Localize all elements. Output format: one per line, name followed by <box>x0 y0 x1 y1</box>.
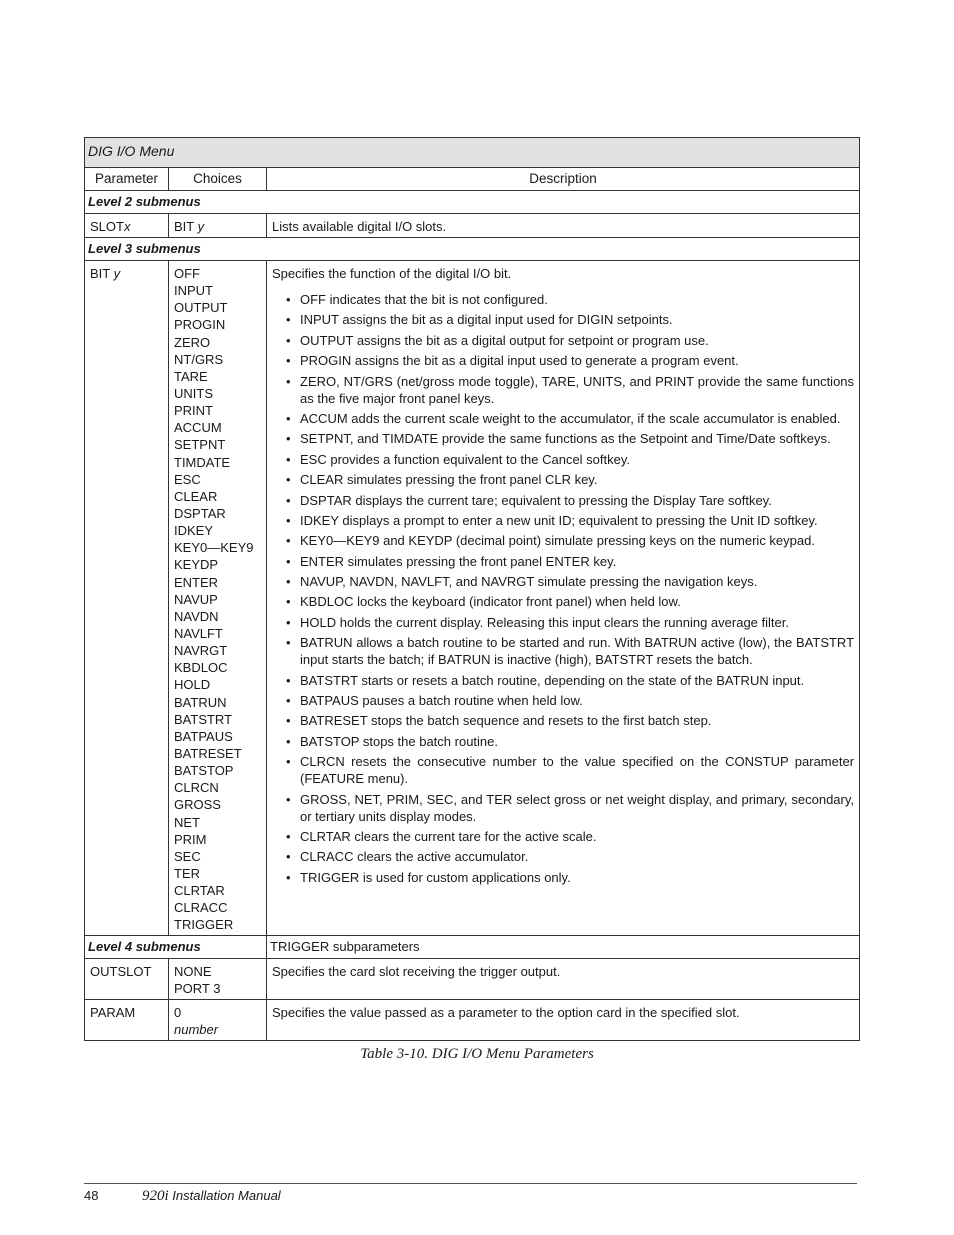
bit-choice-item: SETPNT <box>174 437 226 453</box>
bit-choice-item: CLRCN <box>174 780 219 796</box>
header-description: Description <box>267 168 860 191</box>
outslot-choice: NONE <box>174 964 212 980</box>
bit-function-item: • KEY0—KEY9 and KEYDP (decimal point) simulate pressing keys on the numeric keypad. <box>272 532 854 549</box>
bit-choice-item: TARE <box>174 368 208 384</box>
bit-param-text: BIT <box>90 266 114 281</box>
bit-choice-item: OUTPUT <box>174 300 228 316</box>
bit-description <box>267 261 860 936</box>
bit-function-item: • HOLD holds the current display. Releasing this input clears the running average filter. <box>272 614 854 631</box>
bit-choice-item: BATSTRT <box>174 711 233 727</box>
slot-choice-text: BIT <box>174 219 198 234</box>
bit-choice-item: ESC <box>174 471 201 487</box>
bit-function-item: • BATRESET stops the batch sequence and resets to the first batch step. <box>272 712 854 729</box>
bit-choice-item: ZERO <box>174 334 211 350</box>
bit-choice-item: BATSTOP <box>174 763 234 779</box>
bit-choice-item: ACCUM <box>174 420 222 436</box>
bit-function-item: • TRIGGER is used for custom applications only. <box>272 869 854 886</box>
bit-choice-item: TER <box>174 865 200 881</box>
outslot-row <box>85 959 860 1000</box>
page-number: 48 <box>84 1188 99 1203</box>
bit-choices <box>169 261 267 936</box>
page-footer <box>84 1188 281 1205</box>
bit-choice-item: BATRUN <box>174 694 227 710</box>
bit-choice-item: OFF <box>174 266 200 281</box>
level2-row <box>85 191 860 214</box>
bit-choice-item: TIMDATE <box>174 454 231 470</box>
level3-label: Level 3 submenus <box>85 238 860 261</box>
bit-choice-item: BATRESET <box>174 745 242 761</box>
bit-function-item: • GROSS, NET, PRIM, SEC, and TER select gross or net weight display, and primary, secondary, or tertiary units display modes. <box>272 791 854 825</box>
bit-function-item: • IDKEY displays a prompt to enter a new unit ID; equivalent to pressing the Unit ID softkey. <box>272 512 854 529</box>
bit-description-intro: Specifies the function of the digital I/O bit. <box>272 266 512 281</box>
slot-choice-var: y <box>197 219 205 234</box>
bit-function-item: • OUTPUT assigns the bit as a digital output for setpoint or program use. <box>272 332 854 349</box>
level4-label: Level 4 submenus <box>85 936 267 959</box>
bit-function-item: • ACCUM adds the current scale weight to the accumulator, if the scale accumulator is enabled. <box>272 410 854 427</box>
bit-function-item: • CLRCN resets the consecutive number to the value specified on the CONSTUP parameter (FEATURE menu). <box>272 753 854 787</box>
bit-choice-item: CLRACC <box>174 900 228 916</box>
bit-choice-item: INPUT <box>174 283 213 299</box>
slot-row <box>85 214 860 238</box>
bit-choice-item: KBDLOC <box>174 660 228 676</box>
bit-function-item: • ENTER simulates pressing the front panel ENTER key. <box>272 553 854 570</box>
bit-choice-item: NAVUP <box>174 591 218 607</box>
dig-io-menu-table <box>84 137 860 1041</box>
level4-row <box>85 936 860 959</box>
bit-function-item: • CLRTAR clears the current tare for the active scale. <box>272 828 854 845</box>
level4-description: TRIGGER subparameters <box>267 936 860 959</box>
bit-choice-item: PRIM <box>174 831 207 847</box>
bit-function-item: • ESC provides a function equivalent to the Cancel softkey. <box>272 451 854 468</box>
bit-choice-item: NET <box>174 814 200 830</box>
header-parameter: Parameter <box>85 168 169 191</box>
param-row <box>85 1000 860 1041</box>
bit-function-item: • BATSTOP stops the batch routine. <box>272 733 854 750</box>
menu-title-row <box>85 138 860 168</box>
bit-choice-item: IDKEY <box>174 523 214 539</box>
bit-parameter <box>85 261 169 936</box>
bit-choice-item: NAVLFT <box>174 625 223 641</box>
bit-param-var: y <box>113 266 121 281</box>
param-choice: number <box>174 1022 219 1038</box>
bit-choice-item: ENTER <box>174 574 219 590</box>
bit-choice-item: DSPTAR <box>174 505 226 521</box>
bit-choice-item: PROGIN <box>174 317 226 333</box>
bit-function-item: • SETPNT, and TIMDATE provide the same functions as the Setpoint and Time/Date softkeys. <box>272 430 854 447</box>
bit-choice-list <box>174 265 261 933</box>
bit-choice-item: NAVRGT <box>174 643 228 659</box>
bit-function-list <box>272 291 854 886</box>
bit-function-item: • BATPAUS pauses a batch routine when held low. <box>272 692 854 709</box>
bit-choice-item: CLRTAR <box>174 883 225 899</box>
menu-title: DIG I/O Menu <box>85 138 860 168</box>
bit-function-item: • BATSTRT starts or resets a batch routine, depending on the state of the BATRUN input. <box>272 672 854 689</box>
param-choice: 0 <box>174 1005 182 1021</box>
bit-row <box>85 261 860 936</box>
bit-function-item: • BATRUN allows a batch routine to be started and run. With BATRUN active (low), the BATSTRT input starts the batch; if BATRUN is inactive (high), BATSTRT resets the batch. <box>272 634 854 668</box>
bit-choice-item: TRIGGER <box>174 917 234 933</box>
bit-function-item: • INPUT assigns the bit as a digital input used for DIGIN setpoints. <box>272 311 854 328</box>
bit-choice-item: SEC <box>174 848 201 864</box>
param-parameter: PARAM <box>85 1000 169 1041</box>
bit-choice-item: UNITS <box>174 385 213 401</box>
bit-function-item: • NAVUP, NAVDN, NAVLFT, and NAVRGT simulate pressing the navigation keys. <box>272 573 854 590</box>
header-row <box>85 168 860 191</box>
slot-param-text: SLOT <box>90 219 124 234</box>
bit-choice-item: CLEAR <box>174 488 218 504</box>
bit-function-item: • ZERO, NT/GRS (net/gross mode toggle), TARE, UNITS, and PRINT provide the same functions as the five major front panel keys. <box>272 373 854 407</box>
bit-function-item: • DSPTAR displays the current tare; equivalent to pressing the Display Tare softkey. <box>272 492 854 509</box>
bit-function-item: • CLEAR simulates pressing the front panel CLR key. <box>272 471 854 488</box>
header-choices: Choices <box>169 168 267 191</box>
bit-function-item: • PROGIN assigns the bit as a digital input used to generate a program event. <box>272 352 854 369</box>
slot-param-var: x <box>123 219 131 234</box>
param-description: Specifies the value passed as a parameter to the option card in the specified slot. <box>267 1000 860 1041</box>
bit-function-item: • OFF indicates that the bit is not configured. <box>272 291 854 308</box>
outslot-description: Specifies the card slot receiving the trigger output. <box>267 959 860 1000</box>
param-choices <box>169 1000 267 1041</box>
bit-function-item: • CLRACC clears the active accumulator. <box>272 848 854 865</box>
slot-description: Lists available digital I/O slots. <box>267 214 860 238</box>
footer-divider <box>84 1183 857 1184</box>
bit-choice-item: HOLD <box>174 677 211 693</box>
bit-function-item: • KBDLOC locks the keyboard (indicator front panel) when held low. <box>272 593 854 610</box>
outslot-choices <box>169 959 267 1000</box>
bit-choice-item: NT/GRS <box>174 351 224 367</box>
bit-choice-item: KEYDP <box>174 557 219 573</box>
bit-choice-item: BATPAUS <box>174 728 233 744</box>
level2-label: Level 2 submenus <box>85 191 860 214</box>
bit-choice-item: NAVDN <box>174 608 219 624</box>
table-caption: Table 3-10. DIG I/O Menu Parameters <box>360 1046 594 1062</box>
outslot-choice: PORT 3 <box>174 981 221 997</box>
slot-choice <box>169 214 267 238</box>
document-title: Installation Manual <box>168 1188 281 1203</box>
book-name: 920i <box>142 1188 169 1204</box>
slot-parameter <box>85 214 169 238</box>
bit-choice-item: KEY0—KEY9 <box>174 540 254 556</box>
level3-row <box>85 238 860 261</box>
outslot-parameter: OUTSLOT <box>85 959 169 1000</box>
bit-choice-item: GROSS <box>174 797 221 813</box>
bit-choice-item: PRINT <box>174 403 213 419</box>
